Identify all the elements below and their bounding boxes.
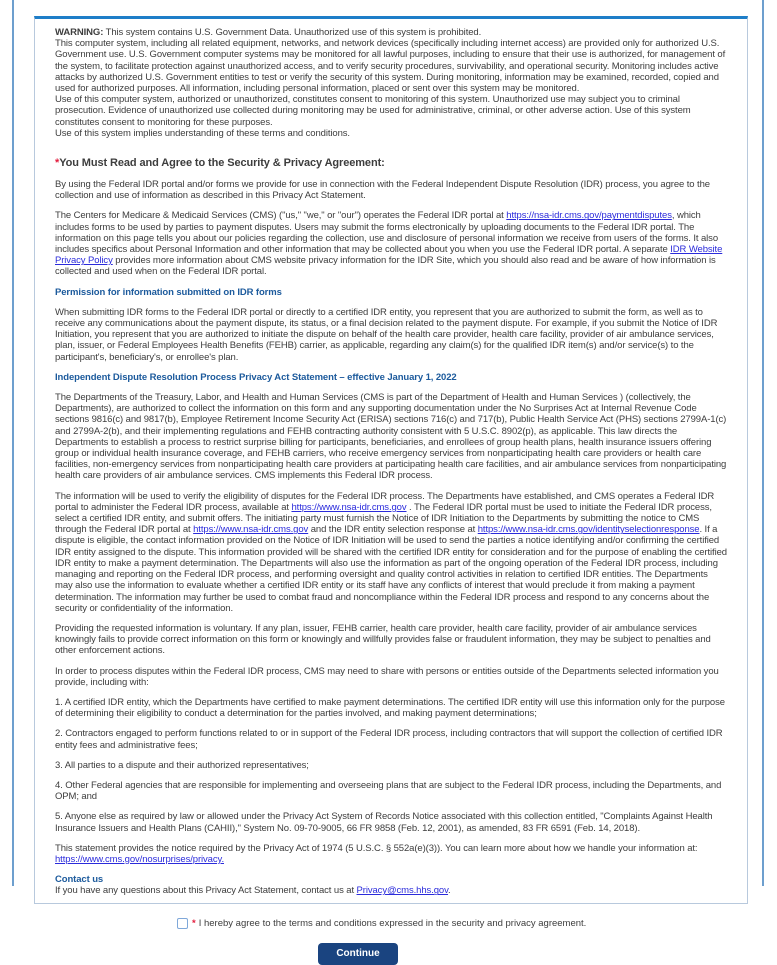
- contact-us-heading: [55, 874, 727, 885]
- text-segment: This system contains U.S. Government Data. Unauthorized use of this system is prohibited.: [103, 27, 482, 38]
- inline-link[interactable]: https://www.nsa-idr.cms.gov: [291, 501, 407, 513]
- agreement-checkbox[interactable]: [177, 918, 188, 929]
- text-segment: 3. All parties to a dispute and their authorized representatives;: [55, 759, 309, 771]
- information-use-paragraph: [55, 491, 727, 614]
- text-segment: 1. A certified IDR entity, which the Departments have certified to make payment determinations. The certified IDR entity will use this information only for the purpose of determining their eligibility to conduct a determination for the parties involved, and making payment determinations;: [55, 696, 725, 720]
- intro-paragraph: [55, 179, 727, 201]
- text-segment: Providing the requested information is voluntary. If any plan, issuer, FEHB carrier, health care provider, health care facility, provider of air ambulance services knowingly fails to provide correct information on this form or knowingly and willfully provides false or fraudulent information, they may be subject to penalties and other enforcement actions.: [55, 622, 711, 657]
- contact-us-line: [55, 885, 727, 896]
- outer-right-border: [762, 0, 764, 886]
- text-segment: The information will be used to verify the eligibility of disputes for the Federal IDR process. The Departments have established, and CMS operates a Federal IDR portal to administer the Federal IDR process, available at: [55, 490, 715, 513]
- inline-link[interactable]: https://www.cms.gov/nosurprises/privacy.: [55, 853, 224, 865]
- permission-heading: [55, 287, 727, 298]
- warning-consent-line: [55, 94, 727, 128]
- privacy-agreement-panel: [34, 16, 748, 904]
- cms-operates-paragraph: [55, 210, 727, 277]
- required-asterisk: *: [192, 917, 196, 929]
- text-segment: provides more information about CMS website privacy information for the IDR Site, which you should also read and be aware of how information is collected and used when on the Federal IDR portal.: [55, 255, 716, 278]
- text-segment: *: [55, 157, 60, 170]
- text-segment: Use of this computer system, authorized or unauthorized, constitutes consent to monitoring of this system. Unauthorized use may subject you to criminal prosecution. Evidence of unauthorized use collected during monitoring may be used for administrative, criminal, or other adverse action. Use of this system constitutes consent to monitoring for these purposes.: [55, 94, 691, 128]
- text-segment: 2. Contractors engaged to perform functions related to or in support of the Federal IDR process, including contractors that will support the collection of certified IDR entity fees and administrative fees;: [55, 728, 723, 751]
- share-item-5: [55, 811, 727, 833]
- privacy-act-notice-paragraph: [55, 843, 727, 865]
- inline-link[interactable]: https://www.nsa-idr.cms.gov: [193, 524, 309, 536]
- text-segment: Permission for information submitted on IDR forms: [55, 286, 282, 298]
- share-item-2: [55, 728, 727, 750]
- text-segment: Contact us: [55, 874, 104, 886]
- text-segment: When submitting IDR forms to the Federal IDR portal or directly to a certified IDR entity, you represent that you are authorized to submit the form, as well as to receive any communications about the payment dispute, its status, or a final decision related to the payment dispute. For example, if you submit the Notice of IDR Initiation, you represent that you are authorized to initiate the dispute on behalf of the health care provider, health care facility, provider of air ambulance services, plan, issuer, or Federal Employees Health Benefits (FEHB) carrier, as applicable, regarding any claim(s) for the qualified IDR item(s) and/or service(s) to the participant's, beneficiary's, or enrollee's plan.: [55, 306, 718, 363]
- text-segment: This computer system, including all related equipment, networks, and network devices (specifically including internet access) are provided only for authorized U.S. Government use. U.S. Government computer systems may be monitored for all lawful purposes, including to ensure that their use is authorized, for management of the system, to facilitate protection against unauthorized access, and to verify security procedures, survivability, and operational security. Monitoring includes active attacks by authorized U.S. Government entities to test or verify the security of this system. During monitoring, information may be examined, recorded, copied and used for authorized purposes. All information, including personal information, placed or sent over this system may be monitored.: [55, 38, 726, 95]
- text-segment: and the IDR entity selection response at: [308, 524, 478, 536]
- voluntary-paragraph: [55, 623, 727, 657]
- text-segment: The Departments of the Treasury, Labor, and Health and Human Services (CMS is part of the Department of Health and Human Services ) (collectively, the Departments), are authorized to collect the information on this form and any supporting documentation under the No Surprises Act at Internal Revenue Code sections 9816(c) and 9817(b), Employee Retirement Income Security Act (ERISA) sections 716(c) and 717(b), Public Health Service Act (PHS) sections 2799A-1(c) and 2799A-2(b), and their implementing regulations and FEHB contracting authority consistent with 5 U.S.C. 8902(p), as applicable. This law directs the Departments to establish a process to restrict surprise billing for participants, beneficiaries, and enrollees of group health plans, health insurance issuers offering group or individual health insurance coverage, and FEHB carriers, who receive emergency services from nonparticipating health care providers or health care facilities, non-emergency services from nonparticipating health care providers at participating health care facilities, and air ambulance services from nonparticipating health care providers of air ambulance services. CMS implements this Federal IDR process.: [55, 392, 727, 482]
- share-item-4: [55, 780, 727, 802]
- permission-paragraph: [55, 307, 727, 363]
- text-segment: This statement provides the notice required by the Privacy Act of 1974 (5 U.S.C. § 552a(e)(3)). You can learn more about how we handle your information at:: [55, 842, 698, 854]
- text-segment: The Centers for Medicare & Medicaid Services (CMS) ("us," "we," or "our") operates the Federal IDR portal at: [55, 210, 507, 222]
- text-segment: , which includes forms to be used by parties to payment disputes. Users may submit the forms electronically by uploading documents to the Federal IDR portal. The information on this page tells you about our policies regarding the collection, use and disclosure of personal information we receive from users of the forms. It also includes specifics about Personal Information and other information that may be collected about you when you use the Federal IDR portal. A separate: [55, 210, 719, 256]
- warning-terms-line: [55, 128, 727, 139]
- privacy-act-heading: [55, 372, 727, 383]
- agreement-row: [177, 918, 748, 930]
- button-row: [318, 943, 748, 965]
- text-segment: Independent Dispute Resolution Process Privacy Act Statement – effective January 1, 2022: [55, 371, 457, 383]
- agreement-label-text: I hereby agree to the terms and conditions expressed in the security and privacy agreement.: [198, 917, 587, 929]
- text-segment: . If a dispute is eligible, the contact information provided on the Notice of IDR Initiation will be used to send the parties a notice identifying and/or confirming the certified IDR entity assigned to the dispute. This information provided will be shared with the certified IDR entity for consideration and for the purpose of enabling the certified IDR entity to make a payment determination. The Departments will also use the information as part of the ongoing operation of the Federal IDR process, including managing and reporting on the Federal IDR process, and performing oversight and quality control activities in relation to certified IDR entities. The Departments may also use the information to evaluate whether a certified IDR entity or its staff have any conflicts of interest that would preclude it from making a payment determination. The information may further be used to combat fraud and noncompliance within the Federal IDR process and respond to any concerns about the security or confidentiality of the information.: [55, 524, 727, 614]
- share-item-3: [55, 760, 727, 771]
- inline-link[interactable]: https://www.nsa-idr.cms.gov/identityselectionresponse: [477, 524, 700, 536]
- text-segment: If you have any questions about this Privacy Act Statement, contact us at: [55, 885, 357, 897]
- text-segment: You Must Read and Agree to the Security & Privacy Agreement:: [59, 157, 385, 170]
- warning-body-line: [55, 38, 727, 94]
- text-segment: . The Federal IDR portal must be used to initiate the Federal IDR process, select a certified IDR entity, and submit offers. The initiating party must furnish the Notice of IDR Initiation to the Departments by submitting the notice to CMS through the Federal IDR portal at: [55, 501, 712, 536]
- text-segment: 4. Other Federal agencies that are responsible for implementing and overseeing plans that are subject to the Federal IDR process, including the Departments, and OPM; and: [55, 779, 722, 803]
- text-segment: In order to process disputes within the Federal IDR process, CMS may need to share with persons or entities outside of the Departments selected information you provide, including with:: [55, 665, 719, 688]
- share-intro-paragraph: [55, 666, 727, 688]
- inline-link[interactable]: IDR Website Privacy Policy: [55, 244, 723, 267]
- share-item-1: [55, 697, 727, 719]
- text-segment: Use of this system implies understanding of these terms and conditions.: [55, 127, 350, 139]
- text-segment: WARNING:: [55, 27, 104, 38]
- agreement-label: [192, 918, 586, 930]
- main-content: [34, 16, 748, 965]
- text-segment: 5. Anyone else as required by law or allowed under the Privacy Act System of Records Notice associated with this collection entitled, "Complaints Against Health Insurance Issuers and Health Plans (CAHII)," System No. 09-70-9005, 66 FR 9858 (Feb. 12, 2001), as amended, 83 FR 6591 (Feb. 14, 2018).: [55, 811, 713, 834]
- text-segment: By using the Federal IDR portal and/or forms we provide for use in connection with the Federal Independent Dispute Resolution (IDR) process, you agree to the collection and use of information as described in this Privacy Act Statement.: [55, 179, 710, 202]
- inline-link[interactable]: Privacy@cms.hhs.gov: [356, 885, 449, 897]
- inline-link[interactable]: https://nsa-idr.cms.gov/paymentdisputes: [506, 210, 672, 222]
- departments-paragraph: [55, 392, 727, 482]
- warning-title-line: [55, 27, 727, 38]
- continue-button[interactable]: Continue: [318, 943, 398, 965]
- outer-left-border: [12, 0, 14, 886]
- text-segment: .: [448, 885, 451, 897]
- must-read-heading: [55, 157, 727, 170]
